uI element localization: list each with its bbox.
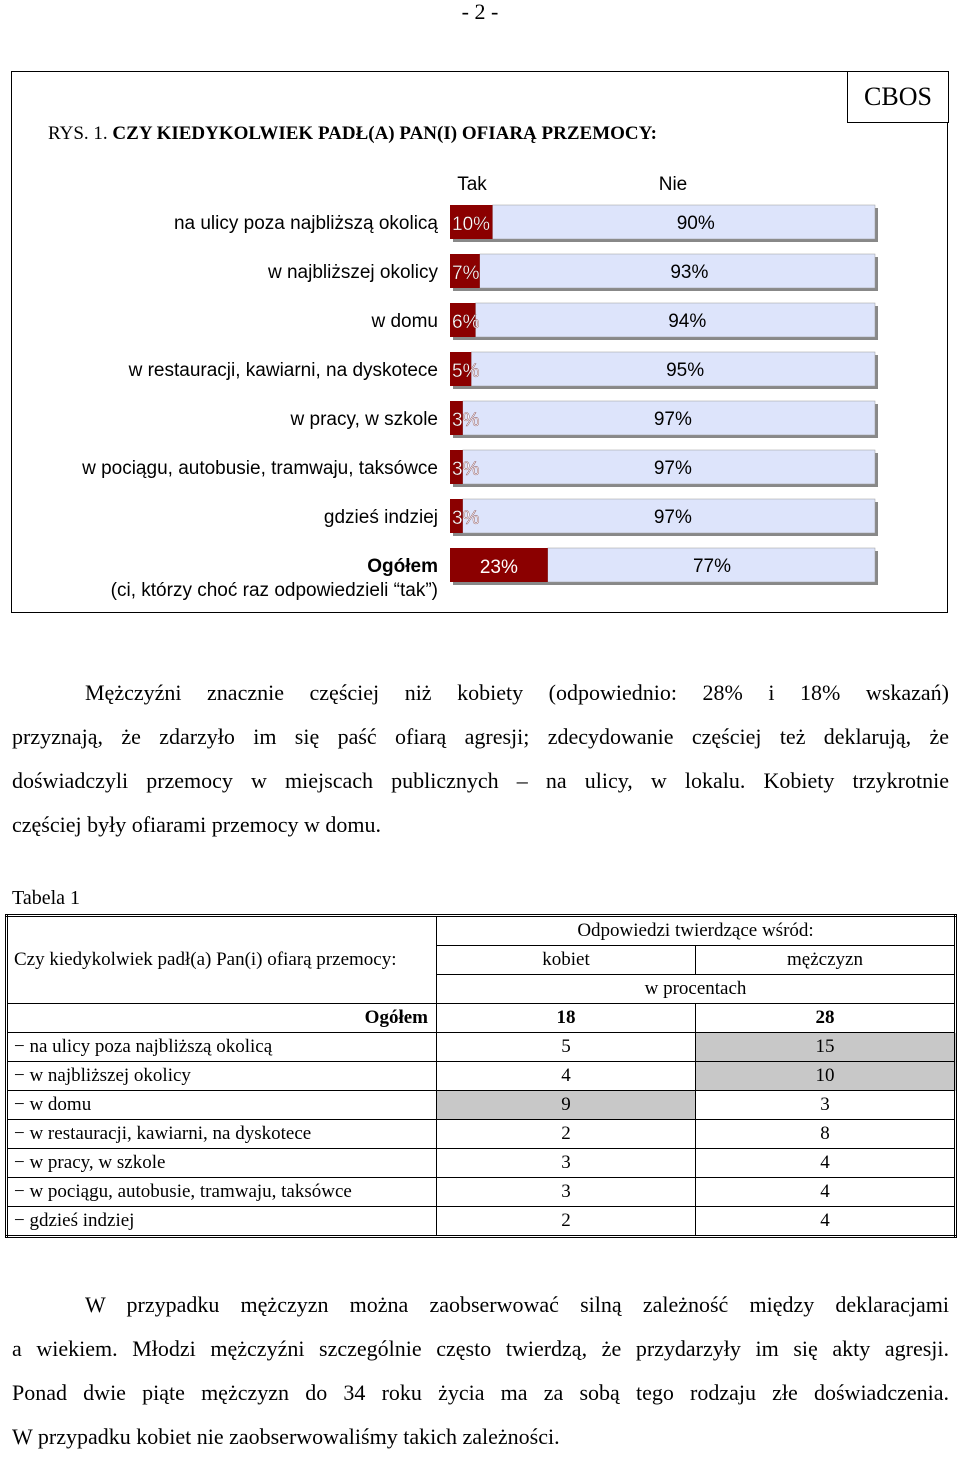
row-label: − w domu [7, 1091, 437, 1120]
category-label: w pracy, w szkole [290, 409, 438, 430]
bar-label-tak: 3% [452, 410, 480, 431]
row-label: − w pociągu, autobusie, tramwaju, taksówce [7, 1178, 437, 1207]
cell-women: 2 [437, 1120, 696, 1149]
row-label: − w pracy, w szkole [7, 1149, 437, 1178]
bar-label-nie: 93% [670, 262, 709, 283]
table-empty-cell [7, 975, 437, 1004]
table-empty-cell [7, 916, 437, 946]
victim-chart [0, 0, 960, 620]
figure-prefix: RYS. 1. [48, 123, 108, 144]
table-total-row [7, 1004, 956, 1033]
paragraph-1-line: Mężczyźni znacznie częściej niż kobiety (odpowiednio: 28% i 18% wskazań) [85, 680, 949, 705]
bar-label-tak: 3% [452, 459, 480, 480]
bar-label-tak: 6% [452, 312, 480, 333]
figure-question: CZY KIEDYKOLWIEK PADŁ(A) PAN(I) OFIARĄ PRZEMOCY: [112, 123, 657, 144]
cbos-label: CBOS [847, 71, 949, 123]
table-header-row [7, 975, 956, 1004]
legend-nie: Nie [658, 174, 688, 195]
cell-women: 4 [437, 1062, 696, 1091]
table-caption: Tabela 1 [12, 887, 81, 909]
table-row [7, 1091, 956, 1120]
paragraph-1 [12, 671, 949, 847]
paragraph-1-line: przyznają, że zdarzyło im się paść ofiarą agresji; zdecydowanie częściej też deklarują, że [12, 724, 949, 749]
paragraph-1-line: doświadczyli przemocy w miejscach publicznych – na ulicy, w lokalu. Kobiety trzykrotnie [12, 768, 949, 793]
cell-women: 5 [437, 1033, 696, 1062]
cell-women: 3 [437, 1178, 696, 1207]
bar-label-nie: 90% [676, 213, 715, 234]
table-header-row [7, 916, 956, 946]
table-row [7, 1149, 956, 1178]
group-header: Odpowiedzi twierdzące wśród: [437, 916, 956, 946]
cell-women: 3 [437, 1149, 696, 1178]
category-label: w domu [371, 311, 438, 332]
bar-label-nie: 97% [653, 458, 692, 479]
bar-label-nie: 97% [653, 507, 692, 528]
row-label: − gdzieś indziej [7, 1207, 437, 1237]
unit-label: w procentach [437, 975, 956, 1004]
cell-men: 10 [696, 1062, 956, 1091]
bar-label-tak: 5% [452, 361, 480, 382]
row-label: − w najbliższej okolicy [7, 1062, 437, 1091]
bar-label-nie: 94% [668, 311, 707, 332]
cell-men: 8 [696, 1120, 956, 1149]
category-label: w restauracji, kawiarni, na dyskotece [128, 360, 438, 381]
question-label: Czy kiedykolwiek padł(a) Pan(i) ofiarą przemocy: [7, 946, 437, 975]
category-label: w pociągu, autobusie, tramwaju, taksówce [82, 458, 438, 479]
paragraph-2-line: Ponad dwie piąte mężczyzn do 34 roku życia ma za sobą tego rodzaju złe doświadczenia. [12, 1380, 949, 1405]
bar-label-nie: 95% [666, 360, 705, 381]
row-label: − w restauracji, kawiarni, na dyskotece [7, 1120, 437, 1149]
page-number: - 2 - [461, 0, 499, 24]
category-label: na ulicy poza najbliższą okolicą [173, 213, 438, 234]
bar-label-tak: 3% [452, 508, 480, 529]
total-men: 28 [696, 1004, 956, 1033]
col-men: mężczyzn [696, 946, 956, 975]
cell-men: 3 [696, 1091, 956, 1120]
paragraph-2-line: W przypadku kobiet nie zaobserwowaliśmy takich zależności. [12, 1424, 560, 1449]
cell-men: 4 [696, 1149, 956, 1178]
table-row [7, 1207, 956, 1237]
table-row [7, 1033, 956, 1062]
cell-men: 4 [696, 1207, 956, 1237]
total-women: 18 [437, 1004, 696, 1033]
cell-women: 9 [437, 1091, 696, 1120]
bar-label-tak: 23% [479, 557, 518, 578]
table-row [7, 1178, 956, 1207]
paragraph-1-line: częściej były ofiarami przemocy w domu. [12, 812, 381, 837]
category-note: (ci, którzy choć raz odpowiedzieli “tak”) [110, 580, 438, 601]
cell-men: 15 [696, 1033, 956, 1062]
category-label: w najbliższej okolicy [267, 262, 438, 283]
row-label: − na ulicy poza najbliższą okolicą [7, 1033, 437, 1062]
bar-label-tak: 7% [452, 263, 480, 284]
category-label: gdzieś indziej [323, 507, 438, 528]
table-row [7, 1120, 956, 1149]
total-label: Ogółem [7, 1004, 437, 1033]
cell-men: 4 [696, 1178, 956, 1207]
bar-label-nie: 97% [653, 409, 692, 430]
cell-women: 2 [437, 1207, 696, 1237]
bar-label-tak: 10% [452, 214, 491, 235]
col-women: kobiet [437, 946, 696, 975]
paragraph-2-line: a wiekiem. Młodzi mężczyźni szczególnie często twierdzą, że przydarzyły im się akty agresji. [12, 1336, 949, 1361]
table-row [7, 1062, 956, 1091]
paragraph-2-line: W przypadku mężczyzn można zaobserwować silną zależność między deklaracjami [85, 1292, 949, 1317]
legend-tak: Tak [457, 174, 487, 195]
paragraph-2 [12, 1283, 949, 1459]
results-table [5, 914, 957, 1238]
table-header-row [7, 946, 956, 975]
bar-label-nie: 77% [692, 556, 732, 577]
category-label: Ogółem [367, 556, 438, 577]
